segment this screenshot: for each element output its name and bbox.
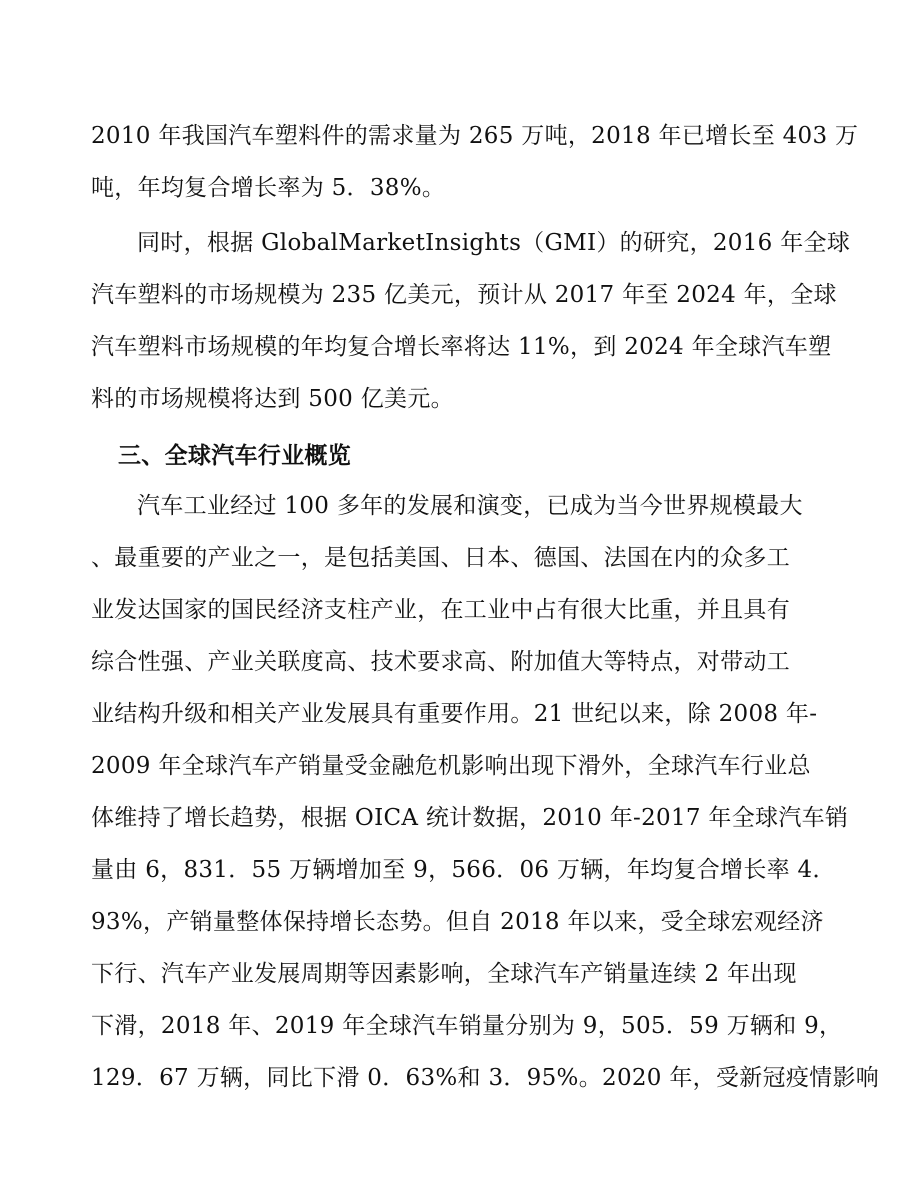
paragraph-line: 129．67 万辆，同比下滑 0．63%和 3．95%。2020 年，受新冠疫情影响 xyxy=(91,1065,880,1091)
paragraph-line: 2009 年全球汽车产销量受金融危机影响出现下滑外，全球汽车行业总 xyxy=(91,753,811,779)
paragraph-line: 业发达国家的国民经济支柱产业，在工业中占有很大比重，并且具有 xyxy=(91,597,790,623)
paragraph-line: 吨，年均复合增长率为 5．38%。 xyxy=(91,175,446,201)
paragraph-line: 量由 6，831．55 万辆增加至 9，566．06 万辆，年均复合增长率 4． xyxy=(91,857,836,883)
paragraph-line: 2010 年我国汽车塑料件的需求量为 265 万吨，2018 年已增长至 403 万 xyxy=(91,123,859,149)
paragraph-line: 93%，产销量整体保持增长态势。但自 2018 年以来，受全球宏观经济 xyxy=(91,909,824,935)
paragraph-line: 业结构升级和相关产业发展具有重要作用。21 世纪以来，除 2008 年- xyxy=(91,701,818,727)
paragraph-line: 料的市场规模将达到 500 亿美元。 xyxy=(91,386,454,412)
section-heading: 三、全球汽车行业概览 xyxy=(118,443,351,469)
paragraph-line: 下行、汽车产业发展周期等因素影响，全球汽车产销量连续 2 年出现 xyxy=(91,961,797,987)
paragraph-line: 同时，根据 GlobalMarketInsights（GMI）的研究，2016 年全球 xyxy=(137,230,851,256)
paragraph-line: 体维持了增长趋势，根据 OICA 统计数据，2010 年-2017 年全球汽车销 xyxy=(91,805,849,831)
paragraph-line: 汽车塑料市场规模的年均复合增长率将达 11%，到 2024 年全球汽车塑 xyxy=(91,334,832,360)
paragraph-line: 下滑，2018 年、2019 年全球汽车销量分别为 9，505．59 万辆和 9， xyxy=(91,1013,843,1039)
paragraph-line: 综合性强、产业关联度高、技术要求高、附加值大等特点，对带动工 xyxy=(91,649,790,675)
paragraph-line: 汽车塑料的市场规模为 235 亿美元，预计从 2017 年至 2024 年，全球 xyxy=(91,282,837,308)
paragraph-line: 、最重要的产业之一，是包括美国、日本、德国、法国在内的众多工 xyxy=(91,545,790,571)
paragraph-line: 汽车工业经过 100 多年的发展和演变，已成为当今世界规模最大 xyxy=(137,493,803,519)
